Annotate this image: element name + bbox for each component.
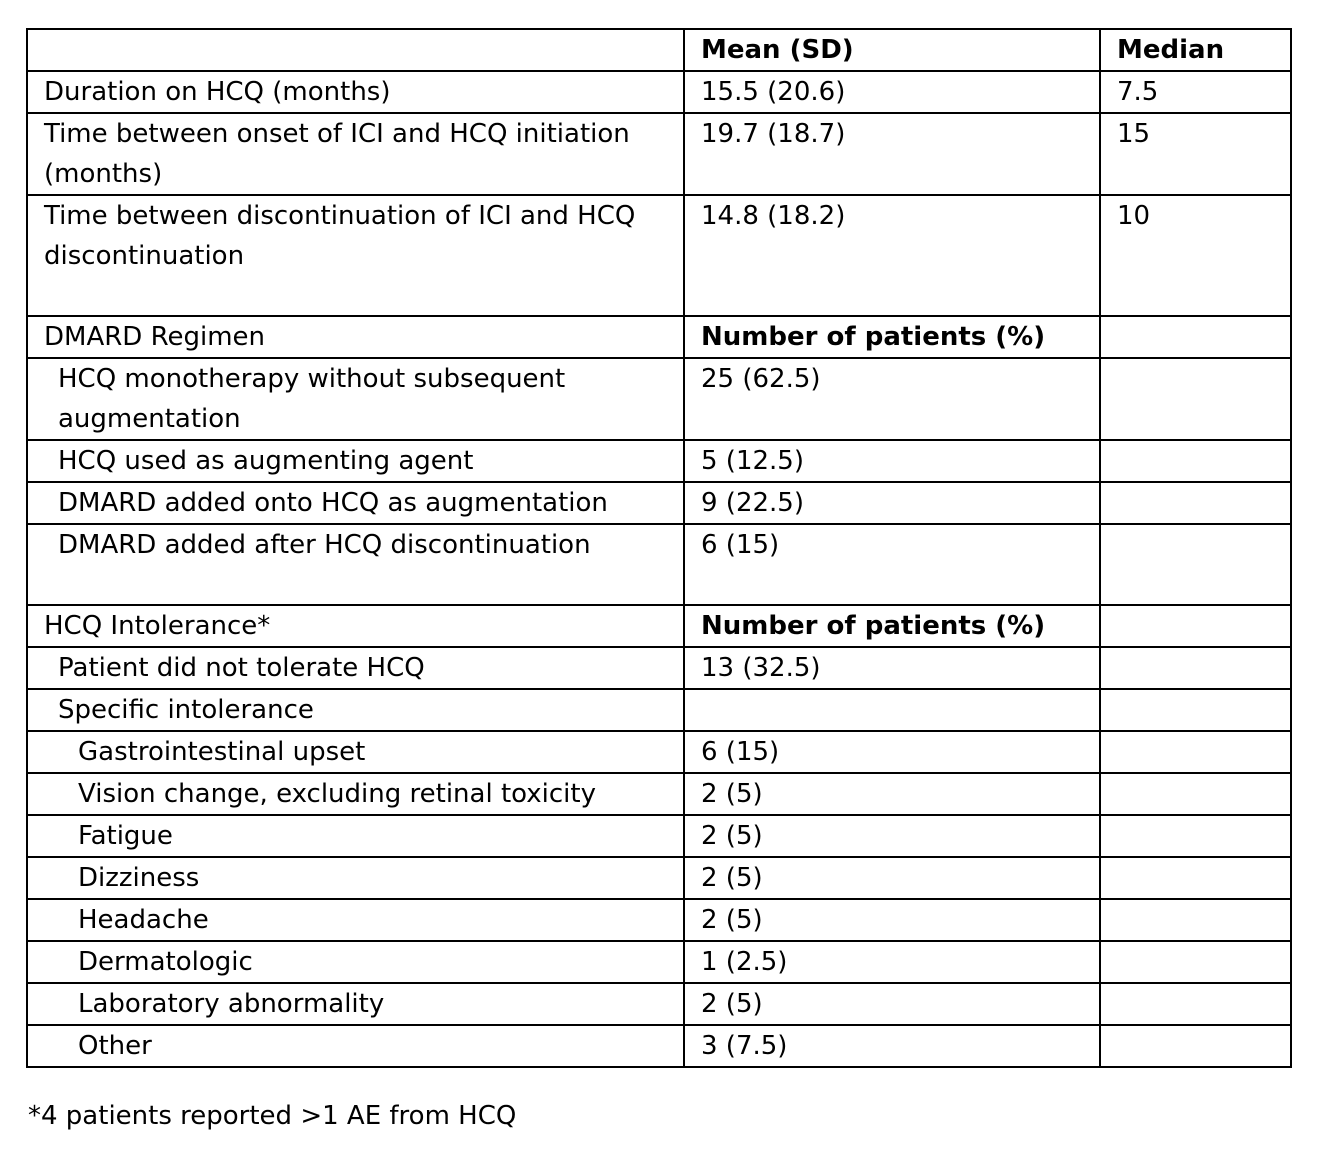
row-value: 13 (32.5) <box>684 647 1100 689</box>
empty-cell <box>1100 857 1291 899</box>
row-label: Patient did not tolerate HCQ <box>27 647 684 689</box>
row-value: 2 (5) <box>684 899 1100 941</box>
empty-cell <box>1100 773 1291 815</box>
empty-cell <box>684 689 1100 731</box>
row-label: Laboratory abnormality <box>27 983 684 1025</box>
footnote: *4 patients reported >1 AE from HCQ <box>28 1101 517 1131</box>
row-label: DMARD added after HCQ discontinuation <box>27 524 684 605</box>
count-header: Number of patients (%) <box>684 316 1100 358</box>
table-row <box>27 941 1291 983</box>
empty-cell <box>1100 482 1291 524</box>
section-title: HCQ Intolerance* <box>27 605 684 647</box>
row-label: Other <box>27 1025 684 1067</box>
table-row <box>27 482 1291 524</box>
row-value: 9 (22.5) <box>684 482 1100 524</box>
table-row <box>27 440 1291 482</box>
row-median: 10 <box>1100 195 1291 316</box>
row-label: Dizziness <box>27 857 684 899</box>
row-value: 6 (15) <box>684 524 1100 605</box>
empty-cell <box>1100 316 1291 358</box>
row-label: Time between onset of ICI and HCQ initiation (months) <box>27 113 684 195</box>
row-value: 2 (5) <box>684 815 1100 857</box>
row-value: 25 (62.5) <box>684 358 1100 440</box>
row-median: 7.5 <box>1100 71 1291 113</box>
table-row <box>27 1025 1291 1067</box>
empty-cell <box>1100 689 1291 731</box>
empty-cell <box>1100 524 1291 605</box>
table-row <box>27 71 1291 113</box>
row-value: 3 (7.5) <box>684 1025 1100 1067</box>
row-value: 2 (5) <box>684 983 1100 1025</box>
row-median: 15 <box>1100 113 1291 195</box>
row-label: HCQ used as augmenting agent <box>27 440 684 482</box>
empty-cell <box>1100 647 1291 689</box>
row-label: Dermatologic <box>27 941 684 983</box>
dmard-section-header <box>27 316 1291 358</box>
empty-cell <box>1100 1025 1291 1067</box>
row-label: Specific intolerance <box>27 689 684 731</box>
empty-cell <box>1100 983 1291 1025</box>
row-value: 2 (5) <box>684 773 1100 815</box>
row-label: Headache <box>27 899 684 941</box>
header-row <box>27 29 1291 71</box>
row-label: Duration on HCQ (months) <box>27 71 684 113</box>
header-median: Median <box>1100 29 1291 71</box>
intolerance-section-header <box>27 605 1291 647</box>
empty-cell <box>1100 440 1291 482</box>
hcq-summary-table <box>26 28 1292 1068</box>
row-mean-sd: 14.8 (18.2) <box>684 195 1100 316</box>
table-row <box>27 358 1291 440</box>
row-mean-sd: 19.7 (18.7) <box>684 113 1100 195</box>
row-mean-sd: 15.5 (20.6) <box>684 71 1100 113</box>
table-row <box>27 731 1291 773</box>
empty-cell <box>1100 815 1291 857</box>
row-value: 1 (2.5) <box>684 941 1100 983</box>
empty-cell <box>1100 605 1291 647</box>
row-label: HCQ monotherapy without subsequent augmentation <box>27 358 684 440</box>
table-row <box>27 899 1291 941</box>
row-label: DMARD added onto HCQ as augmentation <box>27 482 684 524</box>
row-label: Gastrointestinal upset <box>27 731 684 773</box>
table-row <box>27 647 1291 689</box>
empty-cell <box>1100 899 1291 941</box>
row-value: 6 (15) <box>684 731 1100 773</box>
header-empty-cell <box>27 29 684 71</box>
table-row <box>27 773 1291 815</box>
empty-cell <box>1100 731 1291 773</box>
empty-cell <box>1100 941 1291 983</box>
table-row <box>27 524 1291 605</box>
table-row <box>27 689 1291 731</box>
row-label: Vision change, excluding retinal toxicity <box>27 773 684 815</box>
empty-cell <box>1100 358 1291 440</box>
header-mean-sd: Mean (SD) <box>684 29 1100 71</box>
row-label: Time between discontinuation of ICI and HCQ discontinuation <box>27 195 684 316</box>
row-label: Fatigue <box>27 815 684 857</box>
table-row <box>27 983 1291 1025</box>
table-row <box>27 195 1291 316</box>
table-row <box>27 113 1291 195</box>
table-row <box>27 815 1291 857</box>
table-row <box>27 857 1291 899</box>
section-title: DMARD Regimen <box>27 316 684 358</box>
row-value: 5 (12.5) <box>684 440 1100 482</box>
row-value: 2 (5) <box>684 857 1100 899</box>
count-header: Number of patients (%) <box>684 605 1100 647</box>
